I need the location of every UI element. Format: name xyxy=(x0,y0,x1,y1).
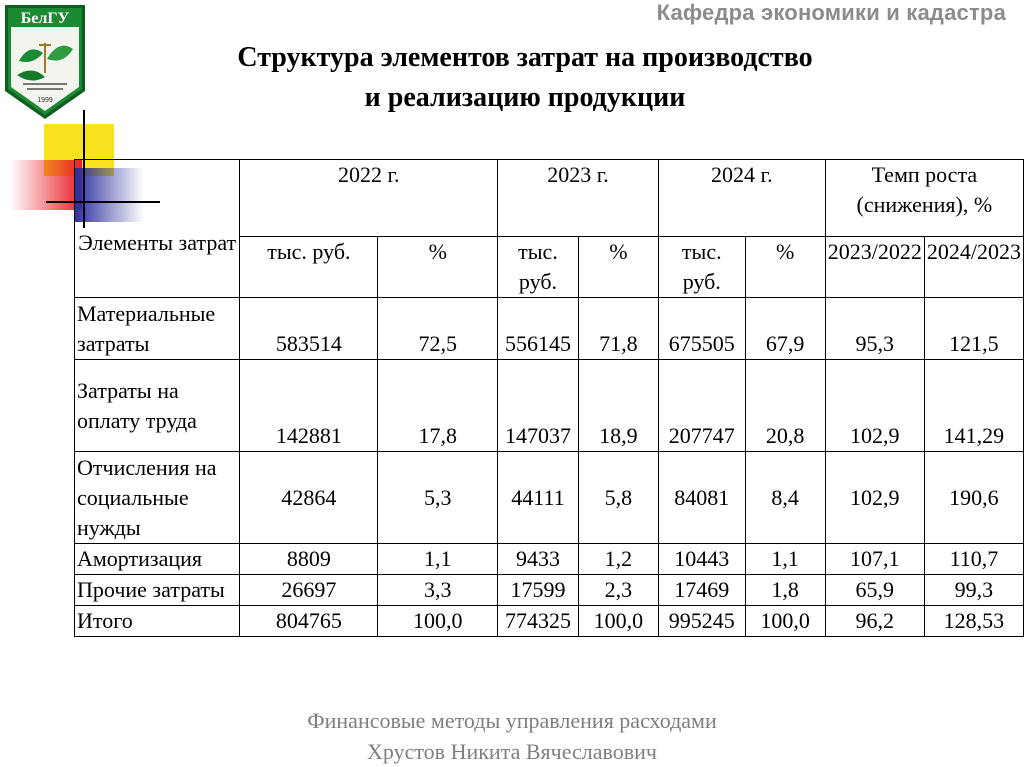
share-2022: 72,5 xyxy=(378,298,498,360)
value-2023: 44111 xyxy=(498,452,579,544)
value-2024: 995245 xyxy=(658,606,745,637)
row-label: Амортизация xyxy=(75,544,240,575)
year-header-2023: 2023 г. xyxy=(498,160,659,237)
share-2023: 18,9 xyxy=(578,360,658,452)
value-2023: 556145 xyxy=(498,298,579,360)
unit-pct-2024: % xyxy=(745,237,825,298)
year-header-2024: 2024 г. xyxy=(658,160,825,237)
share-2024: 67,9 xyxy=(745,298,825,360)
value-2022: 26697 xyxy=(240,575,378,606)
share-2023: 1,2 xyxy=(578,544,658,575)
share-2022: 1,1 xyxy=(378,544,498,575)
table-row-total xyxy=(75,606,1024,637)
growth-2024-2023: 190,6 xyxy=(924,452,1023,544)
title-line-1: Структура элементов затрат на производство xyxy=(237,42,813,73)
footer-author: Хрустов Никита Вячеславович xyxy=(367,739,657,764)
value-2023: 9433 xyxy=(498,544,579,575)
growth-2024-2023: 141,29 xyxy=(924,360,1023,452)
university-logo xyxy=(3,3,87,121)
row-label: Материальные затраты xyxy=(75,298,240,360)
value-2024: 17469 xyxy=(658,575,745,606)
value-2022: 142881 xyxy=(240,360,378,452)
share-2024: 100,0 xyxy=(745,606,825,637)
header-row-years xyxy=(75,160,1024,237)
share-2023: 71,8 xyxy=(578,298,658,360)
logo-text: БелГУ xyxy=(20,10,70,27)
growth-2024-2023: 128,53 xyxy=(924,606,1023,637)
table-row xyxy=(75,452,1024,544)
title-line-2: и реализацию продукции xyxy=(364,82,686,113)
unit-pct-2022: % xyxy=(378,237,498,298)
value-2024: 207747 xyxy=(658,360,745,452)
share-2022: 5,3 xyxy=(378,452,498,544)
growth-2024-2023: 121,5 xyxy=(924,298,1023,360)
growth-2023-2022: 102,9 xyxy=(825,452,924,544)
value-2022: 8809 xyxy=(240,544,378,575)
row-label: Прочие затраты xyxy=(75,575,240,606)
share-2023: 5,8 xyxy=(578,452,658,544)
row-label: Отчисления на социальные нужды xyxy=(75,452,240,544)
share-2022: 17,8 xyxy=(378,360,498,452)
department-name: Кафедра экономики и кадастра xyxy=(656,0,1006,25)
value-2022: 583514 xyxy=(240,298,378,360)
value-2023: 147037 xyxy=(498,360,579,452)
table-row xyxy=(75,298,1024,360)
growth-rate-header: Темп роста (снижения), % xyxy=(825,160,1023,237)
growth-2023-2022: 96,2 xyxy=(825,606,924,637)
cost-structure-table xyxy=(74,159,1024,637)
value-2023: 774325 xyxy=(498,606,579,637)
value-2022: 804765 xyxy=(240,606,378,637)
unit-money-2023: тыс. руб. xyxy=(498,237,579,298)
table-row xyxy=(75,360,1024,452)
growth-period-2: 2024/2023 xyxy=(924,237,1023,298)
growth-2023-2022: 95,3 xyxy=(825,298,924,360)
value-2024: 84081 xyxy=(658,452,745,544)
share-2024: 8,4 xyxy=(745,452,825,544)
share-2023: 2,3 xyxy=(578,575,658,606)
growth-2024-2023: 110,7 xyxy=(924,544,1023,575)
table-row xyxy=(75,575,1024,606)
value-2024: 675505 xyxy=(658,298,745,360)
growth-2023-2022: 107,1 xyxy=(825,544,924,575)
share-2024: 1,8 xyxy=(745,575,825,606)
growth-2023-2022: 65,9 xyxy=(825,575,924,606)
table-row xyxy=(75,544,1024,575)
year-header-2022: 2022 г. xyxy=(240,160,498,237)
growth-2024-2023: 99,3 xyxy=(924,575,1023,606)
footer-course-title: Финансовые методы управления расходами xyxy=(307,708,717,733)
value-2024: 10443 xyxy=(658,544,745,575)
unit-pct-2023: % xyxy=(578,237,658,298)
share-2022: 3,3 xyxy=(378,575,498,606)
growth-period-1: 2023/2022 xyxy=(825,237,924,298)
share-2023: 100,0 xyxy=(578,606,658,637)
row-label: Затраты на оплату труда xyxy=(75,360,240,452)
growth-2023-2022: 102,9 xyxy=(825,360,924,452)
share-2024: 20,8 xyxy=(745,360,825,452)
row-label: Итого xyxy=(75,606,240,637)
share-2022: 100,0 xyxy=(378,606,498,637)
value-2023: 17599 xyxy=(498,575,579,606)
share-2024: 1,1 xyxy=(745,544,825,575)
page-title xyxy=(120,38,930,118)
unit-money-2024: тыс. руб. xyxy=(658,237,745,298)
corner-header: Элементы затрат xyxy=(75,160,240,298)
value-2022: 42864 xyxy=(240,452,378,544)
unit-money-2022: тыс. руб. xyxy=(240,237,378,298)
footer xyxy=(0,705,1024,767)
logo-year: 1999 xyxy=(37,97,53,104)
